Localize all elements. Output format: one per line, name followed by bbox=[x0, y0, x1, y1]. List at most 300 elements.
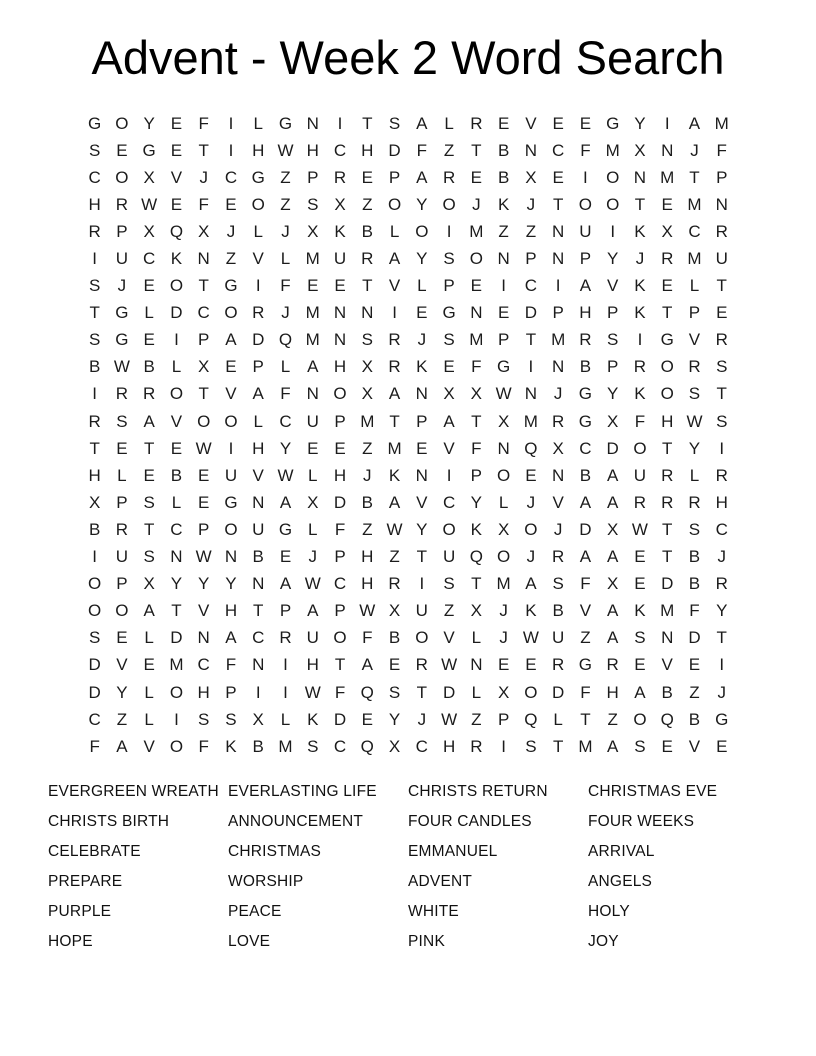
grid-letter: K bbox=[634, 384, 646, 404]
grid-letter: N bbox=[661, 628, 674, 648]
grid-letter: J bbox=[281, 221, 290, 241]
grid-letter: J bbox=[499, 628, 508, 648]
grid-letter: O bbox=[115, 601, 129, 621]
grid-letter: Q bbox=[660, 709, 674, 729]
grid-letter: F bbox=[280, 276, 291, 296]
grid-letter: A bbox=[307, 601, 319, 621]
grid-letter: O bbox=[333, 628, 347, 648]
grid-letter: I bbox=[228, 113, 234, 133]
grid-letter: B bbox=[252, 736, 264, 756]
grid-row bbox=[81, 381, 736, 408]
grid-letter: X bbox=[143, 221, 155, 241]
grid-letter: N bbox=[661, 140, 674, 160]
grid-letter: P bbox=[525, 249, 537, 269]
grid-letter: E bbox=[497, 113, 510, 133]
word-list-column bbox=[228, 777, 408, 957]
grid-letter: P bbox=[443, 276, 455, 296]
grid-letter: R bbox=[470, 736, 483, 756]
grid-letter: F bbox=[580, 574, 591, 594]
word-list-item: CELEBRATE bbox=[48, 843, 141, 860]
grid-letter: T bbox=[416, 682, 428, 702]
grid-letter: P bbox=[225, 682, 237, 702]
grid-letter: L bbox=[689, 276, 700, 296]
grid-letter: D bbox=[333, 709, 347, 729]
grid-letter: I bbox=[610, 221, 616, 241]
word-list-item: CHRISTMAS bbox=[228, 843, 322, 860]
grid-letter: A bbox=[416, 113, 428, 133]
grid-letter: S bbox=[634, 736, 646, 756]
grid-letter: C bbox=[143, 249, 156, 269]
grid-letter: C bbox=[715, 519, 728, 539]
grid-letter: Z bbox=[225, 249, 237, 269]
grid-letter: X bbox=[607, 411, 619, 431]
grid-letter: E bbox=[470, 276, 483, 296]
grid-letter: K bbox=[388, 465, 401, 485]
grid-letter: S bbox=[225, 709, 237, 729]
grid-letter: A bbox=[116, 736, 128, 756]
grid-letter: W bbox=[195, 438, 212, 458]
grid-letter: O bbox=[415, 628, 429, 648]
grid-letter: R bbox=[633, 492, 647, 512]
grid-letter: L bbox=[253, 411, 263, 431]
grid-letter: U bbox=[552, 628, 565, 648]
grid-letter: O bbox=[251, 194, 265, 214]
grid-letter: E bbox=[716, 303, 728, 323]
grid-letter: N bbox=[552, 249, 565, 269]
grid-letter: A bbox=[252, 384, 264, 404]
grid-letter: O bbox=[169, 682, 184, 702]
grid-letter: V bbox=[388, 276, 401, 296]
grid-letter: R bbox=[279, 628, 292, 648]
grid-letter: S bbox=[716, 357, 728, 377]
word-list-item: CHRISTMAS EVE bbox=[588, 783, 718, 800]
grid-letter: I bbox=[583, 167, 588, 187]
grid-letter: H bbox=[88, 465, 101, 485]
grid-letter: E bbox=[334, 276, 346, 296]
grid-letter: E bbox=[279, 547, 292, 567]
grid-letter: E bbox=[716, 736, 728, 756]
grid-letter: D bbox=[661, 574, 674, 594]
grid-letter: Y bbox=[416, 519, 428, 539]
grid-letter: Z bbox=[471, 709, 482, 729]
grid-letter: E bbox=[552, 167, 564, 187]
grid-letter: U bbox=[715, 249, 728, 269]
grid-letter: U bbox=[579, 221, 592, 241]
grid-letter: R bbox=[688, 492, 701, 512]
grid-letter: O bbox=[88, 574, 102, 594]
grid-letter: L bbox=[553, 709, 563, 729]
grid-letter: S bbox=[88, 628, 101, 648]
grid-letter: E bbox=[143, 330, 155, 350]
grid-letter: T bbox=[143, 519, 155, 539]
grid-letter: O bbox=[578, 194, 593, 214]
grid-letter: X bbox=[634, 140, 646, 160]
grid-letter: F bbox=[471, 357, 482, 377]
grid-letter: T bbox=[552, 736, 564, 756]
grid-letter: M bbox=[469, 221, 484, 241]
grid-letter: P bbox=[334, 601, 346, 621]
word-list-item: EVERLASTING LIFE bbox=[228, 783, 377, 800]
grid-letter: L bbox=[498, 492, 509, 512]
grid-letter: W bbox=[522, 628, 539, 648]
word-list-item: ARRIVAL bbox=[588, 843, 655, 860]
grid-letter: H bbox=[333, 357, 347, 377]
grid-letter: N bbox=[306, 384, 319, 404]
grid-letter: F bbox=[416, 140, 428, 160]
grid-letter: K bbox=[225, 736, 237, 756]
grid-letter: F bbox=[334, 519, 346, 539]
grid-letter: J bbox=[526, 194, 536, 214]
grid-letter: P bbox=[688, 303, 701, 323]
grid-letter: B bbox=[143, 357, 155, 377]
grid-letter: X bbox=[307, 492, 319, 512]
grid-letter: Y bbox=[116, 682, 128, 702]
grid-letter: N bbox=[552, 357, 565, 377]
grid-letter: F bbox=[362, 628, 373, 648]
grid-letter: E bbox=[525, 465, 537, 485]
grid-letter: U bbox=[252, 519, 265, 539]
grid-letter: X bbox=[88, 492, 101, 512]
grid-letter: H bbox=[361, 574, 374, 594]
grid-letter: O bbox=[224, 411, 238, 431]
grid-letter: X bbox=[661, 221, 673, 241]
grid-letter: T bbox=[689, 167, 700, 187]
grid-letter: U bbox=[306, 411, 319, 431]
grid-letter: I bbox=[174, 330, 179, 350]
grid-letter: E bbox=[634, 574, 646, 594]
grid-letter: O bbox=[224, 519, 238, 539]
grid-letter: L bbox=[280, 709, 291, 729]
grid-letter: C bbox=[197, 303, 210, 323]
grid-letter: E bbox=[116, 140, 128, 160]
grid-letter: R bbox=[661, 465, 674, 485]
word-list-item: HOPE bbox=[48, 933, 93, 950]
grid-letter: N bbox=[252, 492, 265, 512]
grid-letter: N bbox=[306, 113, 319, 133]
grid-letter: B bbox=[88, 357, 101, 377]
grid-letter: I bbox=[255, 682, 261, 702]
grid-row bbox=[81, 544, 736, 571]
grid-letter: J bbox=[226, 221, 236, 241]
grid-letter: O bbox=[524, 682, 538, 702]
grid-letter: C bbox=[197, 655, 210, 675]
word-list-item: FOUR WEEKS bbox=[588, 813, 695, 830]
grid-letter: F bbox=[198, 194, 209, 214]
grid-letter: T bbox=[416, 547, 428, 567]
grid-letter: N bbox=[197, 249, 210, 269]
grid-letter: P bbox=[716, 167, 728, 187]
grid-letter: D bbox=[333, 492, 347, 512]
grid-letter: T bbox=[198, 384, 209, 404]
grid-letter: J bbox=[308, 547, 317, 567]
grid-letter: A bbox=[388, 249, 401, 269]
grid-letter: U bbox=[442, 547, 456, 567]
grid-letter: Z bbox=[280, 167, 291, 187]
grid-row bbox=[81, 218, 736, 245]
grid-letter: F bbox=[580, 140, 591, 160]
grid-letter: I bbox=[337, 113, 343, 133]
grid-letter: L bbox=[144, 709, 154, 729]
grid-row bbox=[81, 625, 736, 652]
grid-letter: Q bbox=[278, 330, 293, 350]
grid-letter: P bbox=[497, 330, 510, 350]
grid-letter: F bbox=[198, 113, 209, 133]
grid-letter: X bbox=[388, 601, 401, 621]
grid-letter: L bbox=[144, 682, 154, 702]
grid-letter: N bbox=[524, 384, 538, 404]
grid-letter: E bbox=[579, 113, 592, 133]
grid-letter: E bbox=[143, 465, 155, 485]
grid-letter: M bbox=[169, 655, 184, 675]
grid-letter: P bbox=[198, 519, 210, 539]
grid-letter: T bbox=[525, 330, 537, 350]
grid-letter: X bbox=[607, 574, 619, 594]
grid-letter: N bbox=[497, 249, 510, 269]
word-list-item: EVERGREEN WREATH bbox=[48, 783, 219, 800]
grid-letter: R bbox=[715, 221, 728, 241]
grid-letter: V bbox=[143, 736, 155, 756]
grid-letter: Z bbox=[116, 709, 128, 729]
grid-letter: L bbox=[144, 628, 154, 648]
grid-letter: I bbox=[555, 276, 561, 296]
grid-letter: K bbox=[170, 249, 183, 269]
grid-letter: E bbox=[170, 194, 183, 214]
grid-letter: J bbox=[717, 682, 726, 702]
grid-letter: V bbox=[170, 167, 183, 187]
grid-letter: P bbox=[497, 709, 510, 729]
grid-letter: E bbox=[361, 167, 373, 187]
grid-letter: O bbox=[442, 519, 456, 539]
grid-letter: B bbox=[552, 601, 564, 621]
word-list-item: WORSHIP bbox=[228, 873, 304, 890]
grid-letter: S bbox=[143, 547, 155, 567]
grid-letter: O bbox=[633, 709, 647, 729]
grid-letter: L bbox=[253, 113, 263, 133]
grid-letter: K bbox=[634, 221, 646, 241]
grid-letter: O bbox=[169, 736, 184, 756]
grid-letter: L bbox=[171, 492, 182, 512]
grid-letter: W bbox=[195, 547, 212, 567]
grid-letter: I bbox=[446, 465, 452, 485]
grid-letter: E bbox=[661, 276, 673, 296]
grid-letter: L bbox=[308, 519, 318, 539]
grid-letter: T bbox=[334, 655, 346, 675]
grid-letter: T bbox=[580, 709, 591, 729]
grid-letter: B bbox=[497, 140, 510, 160]
grid-letter: B bbox=[688, 574, 701, 594]
grid-letter: V bbox=[252, 249, 264, 269]
grid-letter: N bbox=[197, 628, 210, 648]
grid-letter: S bbox=[307, 194, 319, 214]
grid-letter: W bbox=[441, 709, 458, 729]
grid-row bbox=[81, 733, 736, 760]
word-list-item: JOY bbox=[588, 933, 619, 950]
grid-letter: C bbox=[333, 574, 347, 594]
grid-letter: Z bbox=[580, 628, 591, 648]
grid-letter: A bbox=[361, 655, 373, 675]
grid-letter: E bbox=[388, 655, 401, 675]
grid-row bbox=[81, 164, 736, 191]
grid-letter: T bbox=[634, 194, 646, 214]
grid-row bbox=[81, 300, 736, 327]
grid-letter: H bbox=[579, 303, 592, 323]
word-list-column bbox=[588, 777, 717, 957]
grid-letter: M bbox=[305, 249, 320, 269]
grid-letter: J bbox=[526, 547, 536, 567]
grid-letter: I bbox=[637, 330, 643, 350]
grid-letter: I bbox=[228, 140, 234, 160]
grid-letter: A bbox=[525, 574, 537, 594]
grid-letter: R bbox=[715, 465, 728, 485]
grid-letter: X bbox=[525, 167, 537, 187]
grid-row bbox=[81, 598, 736, 625]
grid-letter: F bbox=[334, 682, 346, 702]
grid-letter: O bbox=[497, 465, 511, 485]
grid-letter: D bbox=[88, 655, 101, 675]
grid-letter: M bbox=[360, 411, 375, 431]
grid-letter: Z bbox=[280, 194, 291, 214]
grid-letter: A bbox=[607, 628, 619, 648]
grid-letter: E bbox=[307, 438, 319, 458]
grid-letter: X bbox=[334, 194, 346, 214]
grid-letter: X bbox=[552, 438, 564, 458]
grid-letter: V bbox=[170, 411, 183, 431]
grid-letter: L bbox=[389, 221, 400, 241]
grid-letter: U bbox=[306, 628, 319, 648]
grid-letter: V bbox=[443, 628, 455, 648]
grid-letter: E bbox=[470, 167, 483, 187]
grid-letter: A bbox=[416, 167, 428, 187]
grid-letter: E bbox=[416, 303, 428, 323]
grid-letter: G bbox=[224, 492, 238, 512]
grid-letter: H bbox=[715, 492, 728, 512]
grid-letter: D bbox=[606, 438, 619, 458]
grid-letter: H bbox=[606, 682, 619, 702]
grid-letter: E bbox=[143, 655, 155, 675]
grid-letter: G bbox=[142, 140, 156, 160]
grid-letter: T bbox=[716, 276, 727, 296]
grid-letter: C bbox=[333, 736, 347, 756]
grid-letter: N bbox=[333, 330, 347, 350]
grid-letter: B bbox=[361, 492, 373, 512]
grid-letter: E bbox=[198, 465, 210, 485]
grid-letter: H bbox=[197, 682, 210, 702]
grid-letter: E bbox=[634, 655, 646, 675]
grid-letter: L bbox=[280, 249, 291, 269]
grid-letter: M bbox=[605, 140, 620, 160]
grid-letter: D bbox=[579, 519, 592, 539]
grid-letter: O bbox=[524, 519, 538, 539]
grid-letter: Z bbox=[362, 438, 373, 458]
grid-letter: I bbox=[528, 357, 534, 377]
grid-letter: Y bbox=[716, 601, 728, 621]
grid-letter: O bbox=[115, 167, 129, 187]
grid-letter: O bbox=[387, 194, 402, 214]
grid-letter: G bbox=[115, 303, 129, 323]
grid-letter: M bbox=[305, 330, 320, 350]
grid-letter: D bbox=[170, 628, 183, 648]
grid-letter: R bbox=[361, 249, 374, 269]
grid-letter: C bbox=[524, 276, 538, 296]
grid-letter: E bbox=[198, 492, 210, 512]
grid-letter: P bbox=[579, 249, 592, 269]
grid-letter: Z bbox=[443, 140, 455, 160]
grid-letter: I bbox=[92, 547, 97, 567]
grid-letter: P bbox=[116, 574, 128, 594]
word-list-column bbox=[408, 777, 588, 957]
grid-letter: V bbox=[225, 384, 237, 404]
grid-letter: O bbox=[115, 113, 129, 133]
grid-letter: G bbox=[578, 411, 593, 431]
grid-letter: U bbox=[115, 249, 129, 269]
grid-letter: Y bbox=[634, 113, 646, 133]
grid-letter: F bbox=[471, 438, 482, 458]
grid-letter: X bbox=[607, 519, 619, 539]
grid-letter: J bbox=[717, 547, 726, 567]
grid-letter: N bbox=[361, 303, 374, 323]
grid-letter: L bbox=[253, 221, 263, 241]
grid-letter: S bbox=[688, 519, 701, 539]
grid-letter: P bbox=[470, 465, 483, 485]
grid-letter: N bbox=[552, 221, 565, 241]
grid-letter: X bbox=[361, 357, 373, 377]
grid-letter: S bbox=[88, 140, 101, 160]
grid-letter: O bbox=[442, 194, 456, 214]
grid-letter: E bbox=[661, 736, 673, 756]
grid-letter: M bbox=[714, 113, 729, 133]
grid-letter: R bbox=[115, 384, 129, 404]
grid-letter: Q bbox=[360, 736, 374, 756]
grid-letter: X bbox=[252, 709, 264, 729]
grid-letter: K bbox=[634, 303, 646, 323]
grid-letter: K bbox=[416, 357, 428, 377]
grid-letter: D bbox=[252, 330, 265, 350]
grid-letter: O bbox=[169, 276, 184, 296]
grid-letter: A bbox=[634, 682, 646, 702]
grid-letter: V bbox=[116, 655, 128, 675]
grid-letter: R bbox=[715, 330, 728, 350]
grid-letter: T bbox=[198, 276, 209, 296]
grid-letter: P bbox=[416, 411, 428, 431]
grid-letter: J bbox=[553, 384, 563, 404]
grid-letter: Z bbox=[607, 709, 618, 729]
grid-letter: R bbox=[252, 303, 265, 323]
grid-letter: A bbox=[225, 330, 237, 350]
word-list-column bbox=[48, 777, 228, 957]
word-search-grid bbox=[81, 110, 736, 760]
grid-letter: T bbox=[89, 438, 100, 458]
grid-letter: T bbox=[253, 601, 264, 621]
grid-letter: G bbox=[442, 303, 456, 323]
grid-letter: N bbox=[415, 465, 428, 485]
grid-letter: A bbox=[688, 113, 701, 133]
grid-letter: U bbox=[415, 601, 428, 621]
grid-letter: A bbox=[279, 492, 292, 512]
grid-letter: L bbox=[144, 303, 154, 323]
grid-letter: T bbox=[143, 438, 155, 458]
grid-letter: T bbox=[662, 519, 673, 539]
grid-letter: I bbox=[501, 276, 506, 296]
grid-letter: P bbox=[116, 492, 128, 512]
grid-letter: J bbox=[690, 140, 699, 160]
grid-letter: Y bbox=[607, 384, 619, 404]
grid-letter: I bbox=[446, 221, 452, 241]
grid-letter: D bbox=[388, 140, 401, 160]
grid-letter: R bbox=[388, 330, 401, 350]
grid-letter: P bbox=[279, 601, 292, 621]
grid-letter: P bbox=[607, 303, 619, 323]
grid-letter: G bbox=[224, 276, 238, 296]
